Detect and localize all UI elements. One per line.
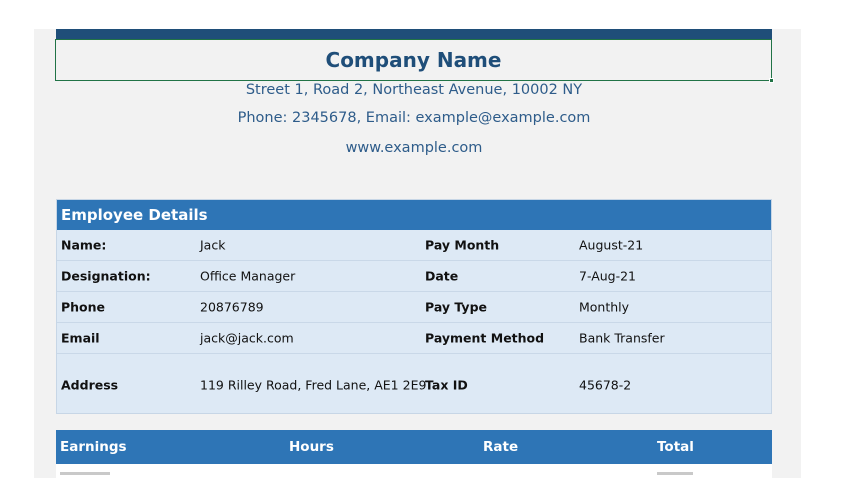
column-header-hours: Hours [289,439,334,455]
field-value: 7-Aug-21 [579,268,637,284]
field-label: Phone [61,299,106,315]
field-label: Date [425,268,459,284]
clipped-text [60,472,110,475]
field-value: 20876789 [200,299,264,315]
field-label: Tax ID [425,377,468,392]
field-label: Email [61,330,100,346]
field-value: Jack [200,237,226,253]
field-label: Payment Method [425,330,545,346]
field-label: Pay Month [425,237,500,253]
top-accent-bar [56,29,772,39]
field-value: Monthly [579,299,630,315]
company-contact: Phone: 2345678, Email: example@example.com [237,110,591,126]
earnings-table-header [56,430,772,464]
company-address: Street 1, Road 2, Northeast Avenue, 10002 NY [245,82,583,98]
employee-row-name [57,230,771,261]
field-value: 45678-2 [579,377,632,392]
employee-row-email [57,323,771,354]
clipped-text [657,472,693,475]
field-value: Office Manager [200,268,296,284]
field-value: August-21 [579,237,644,253]
field-value: jack@jack.com [200,330,294,346]
employee-row-address [57,354,771,415]
earnings-first-row-clipped [56,464,772,478]
column-header-rate: Rate [483,439,519,455]
column-header-total: Total [657,439,694,455]
employee-row-designation [57,261,771,292]
column-header-earnings: Earnings [60,439,127,455]
field-value: 119 Rilley Road, Fred Lane, AE1 2E9 [200,377,427,392]
company-name: Company Name [325,48,502,72]
company-name-cell[interactable] [55,39,772,81]
company-website: www.example.com [345,140,483,156]
employee-details-section [56,199,772,414]
payslip-sheet [34,29,801,478]
field-label: Designation: [61,268,151,284]
field-label: Address [61,377,119,392]
field-value: Bank Transfer [579,330,665,346]
field-label: Name: [61,237,107,253]
field-label: Pay Type [425,299,487,315]
employee-details-heading: Employee Details [57,200,771,230]
employee-row-phone [57,292,771,323]
